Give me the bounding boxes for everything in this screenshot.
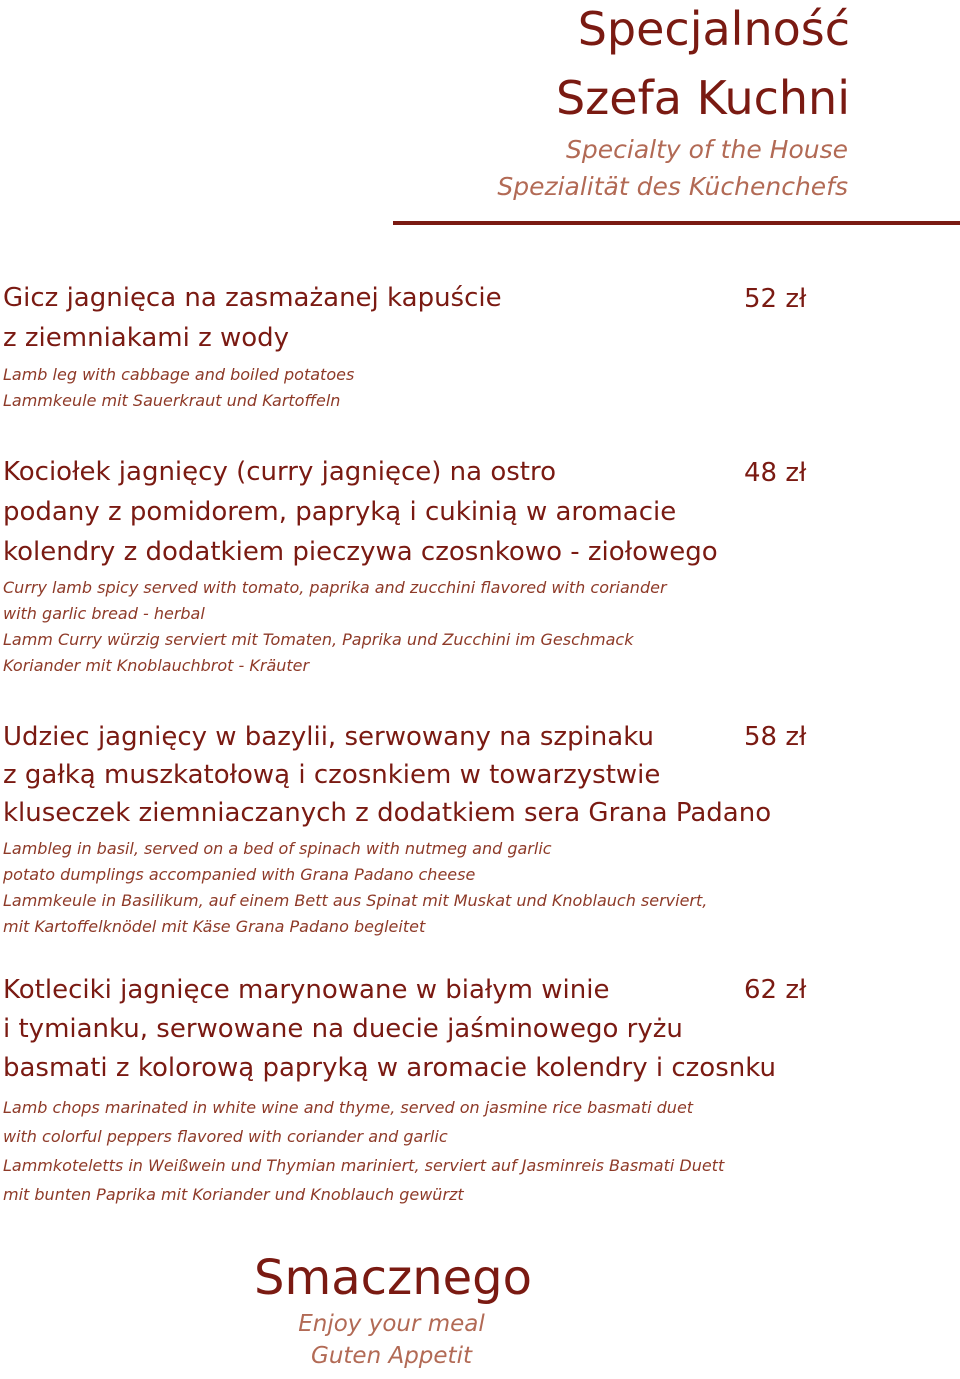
dish-name-line: kolendry z dodatkiem pieczywa czosnkowo - ziołowego (3, 537, 718, 567)
page-subtitle-en: Specialty of the House (566, 135, 848, 164)
dish-description-line: Curry lamb spicy served with tomato, paprika and zucchini flavored with coriander (3, 578, 667, 597)
dish-description-line: mit Kartoffelknödel mit Käse Grana Padano begleitet (3, 917, 426, 936)
page-title-line1: Specjalność (577, 2, 850, 56)
closing-line-en: Enjoy your meal (298, 1311, 485, 1337)
dish-name-line: Kotleciki jagnięce marynowane w białym winie (3, 975, 610, 1005)
dish-description-line: Lambleg in basil, served on a bed of spinach with nutmeg and garlic (3, 839, 552, 858)
dish-description (3, 575, 718, 679)
dish-name-line: Gicz jagnięca na zasmażanej kapuście (3, 283, 502, 313)
dish-description (3, 362, 502, 414)
dish-description-line: Lammkoteletts in Weißwein und Thymian mariniert, serviert auf Jasminreis Basmati Duett (3, 1156, 725, 1175)
dish-description (3, 836, 771, 940)
dish-description-line: Lamb chops marinated in white wine and thyme, served on jasmine rice basmati duet (3, 1098, 694, 1117)
dish-name-line: podany z pomidorem, papryką i cukinią w aromacie (3, 497, 677, 527)
dish-description-line: Lamb leg with cabbage and boiled potatoes (3, 365, 355, 384)
menu-item (3, 452, 718, 679)
dish-description-line: Lammkeule in Basilikum, auf einem Bett aus Spinat mit Muskat und Knoblauch serviert, (3, 891, 708, 910)
dish-price: 62 zł (744, 975, 807, 1005)
closing-block (254, 1250, 533, 1372)
menu-item (3, 278, 502, 414)
menu-item (3, 718, 771, 940)
page-subtitle-de: Spezialität des Küchenchefs (497, 172, 848, 201)
dish-description-line: Lamm Curry würzig serviert mit Tomaten, Paprika und Zucchini im Geschmack (3, 630, 634, 649)
dish-description-line: potato dumplings accompanied with Grana Padano cheese (3, 865, 476, 884)
dish-description-line: with colorful peppers flavored with coriander and garlic (3, 1127, 448, 1146)
dish-description-line: Koriander mit Knoblauchbrot - Kräuter (3, 656, 310, 675)
dish-price: 48 zł (744, 458, 807, 488)
dish-description-line: mit bunten Paprika mit Koriander und Knoblauch gewürzt (3, 1185, 464, 1204)
page-title-line2: Szefa Kuchni (555, 71, 850, 125)
closing-title: Smacznego (254, 1250, 533, 1306)
dish-name-line: basmati z kolorową papryką w aromacie kolendry i czosnku (3, 1053, 776, 1083)
dish-name-line: i tymianku, serwowane na duecie jaśminowego ryżu (3, 1014, 683, 1044)
dish-name-line: Kociołek jagnięcy (curry jagnięce) na ostro (3, 457, 556, 487)
header-divider (393, 221, 960, 225)
dish-description-line: Lammkeule mit Sauerkraut und Kartoffeln (3, 391, 341, 410)
dish-name-line: z gałką muszkatołową i czosnkiem w towarzystwie (3, 760, 661, 790)
dish-price: 52 zł (744, 284, 807, 314)
dish-name-line: z ziemniakami z wody (3, 323, 290, 353)
dish-price: 58 zł (744, 722, 807, 752)
dish-name-line: kluseczek ziemniaczanych z dodatkiem sera Grana Padano (3, 798, 772, 828)
closing-line-de: Guten Appetit (311, 1343, 472, 1369)
dish-description (3, 1093, 776, 1209)
dish-name-line: Udziec jagnięcy w bazylii, serwowany na szpinaku (3, 722, 654, 752)
menu-item (3, 971, 776, 1209)
dish-description-line: with garlic bread - herbal (3, 604, 205, 623)
